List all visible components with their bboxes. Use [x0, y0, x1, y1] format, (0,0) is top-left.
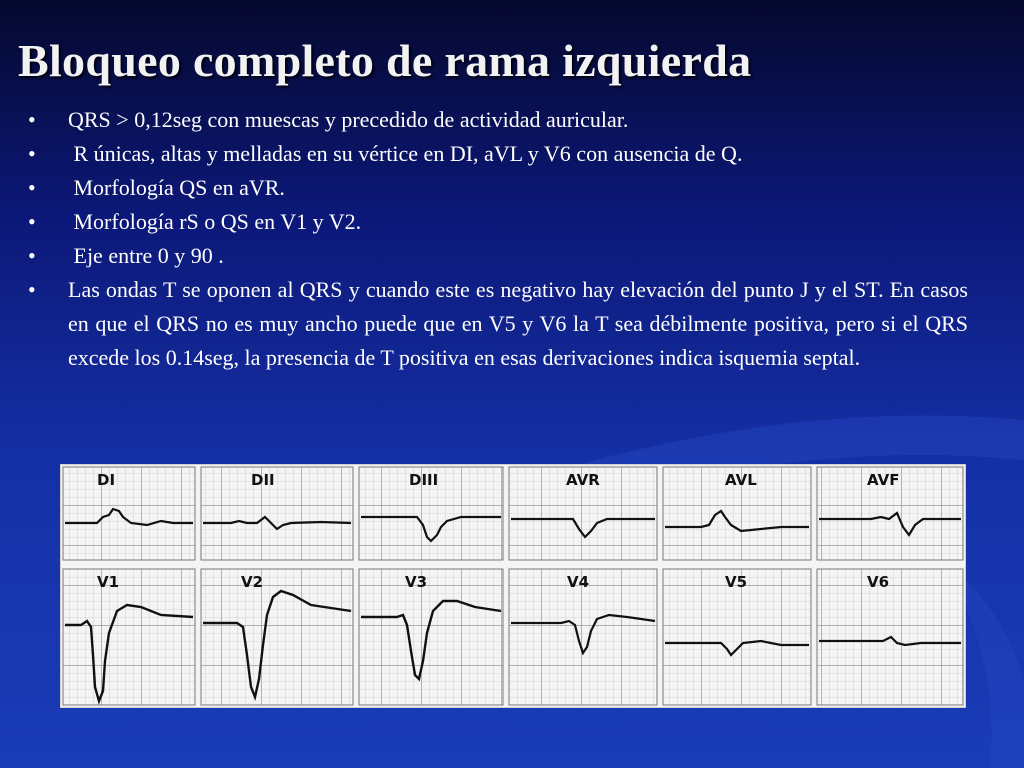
- bullet-dot-icon: •: [28, 107, 36, 132]
- bullet-text: R únicas, altas y melladas en su vértice en DI, aVL y V6 con ausencia de Q.: [68, 141, 743, 166]
- bullet-dot-icon: •: [28, 175, 36, 200]
- bullet-item: [28, 205, 968, 239]
- bullet-text: Eje entre 0 y 90 .: [68, 243, 224, 268]
- bullet-dot-icon: •: [28, 209, 36, 234]
- ecg-figure: [60, 464, 966, 708]
- bullet-item: [28, 171, 968, 205]
- ecg-lead-panel: [201, 569, 353, 705]
- ecg-lead-label: AVR: [566, 471, 600, 489]
- bullet-dot-icon: •: [28, 277, 36, 302]
- bullet-text: QRS > 0,12seg con muescas y precedido de actividad auricular.: [68, 107, 629, 132]
- ecg-lead-label: DIII: [409, 471, 439, 489]
- ecg-row-1: [63, 467, 963, 560]
- slide-title: Bloqueo completo de rama izquierda: [18, 35, 752, 86]
- bullet-item: [28, 239, 968, 273]
- ecg-svg: [61, 465, 965, 707]
- bullet-dot-icon: •: [28, 243, 36, 268]
- bullet-text: Morfología QS en aVR.: [68, 175, 285, 200]
- ecg-lead-panel: [359, 569, 503, 705]
- ecg-lead-label: DII: [251, 471, 275, 489]
- bullet-text: Morfología rS o QS en V1 y V2.: [68, 209, 362, 234]
- ecg-lead-label: V4: [567, 573, 590, 591]
- bullet-dot-icon: •: [28, 141, 36, 166]
- bullet-list: [28, 103, 968, 375]
- ecg-lead-panel: [63, 569, 195, 705]
- bullet-text: Las ondas T se oponen al QRS y cuando este es negativo hay elevación del punto J y el ST. En casos en que el QRS no es muy ancho puede que en V5 y V6 la T sea débilmente positiva, pero si el QRS excede los 0.14seg, la presencia de T positiva en esas derivaciones indica isquemia septal.: [68, 277, 968, 370]
- bullet-item: [28, 273, 968, 375]
- ecg-lead-label: AVF: [867, 471, 900, 489]
- ecg-lead-label: V5: [725, 573, 748, 591]
- ecg-lead-label: AVL: [725, 471, 757, 489]
- ecg-lead-label: V1: [97, 573, 120, 591]
- ecg-row-2: [63, 569, 963, 705]
- ecg-lead-label: V2: [241, 573, 264, 591]
- bullet-item: [28, 103, 968, 137]
- ecg-lead-panel: [63, 467, 195, 560]
- bullet-item: [28, 137, 968, 171]
- ecg-lead-panel: [201, 467, 353, 560]
- ecg-lead-label: DI: [97, 471, 116, 489]
- ecg-lead-label: V3: [405, 573, 428, 591]
- ecg-lead-label: V6: [867, 573, 890, 591]
